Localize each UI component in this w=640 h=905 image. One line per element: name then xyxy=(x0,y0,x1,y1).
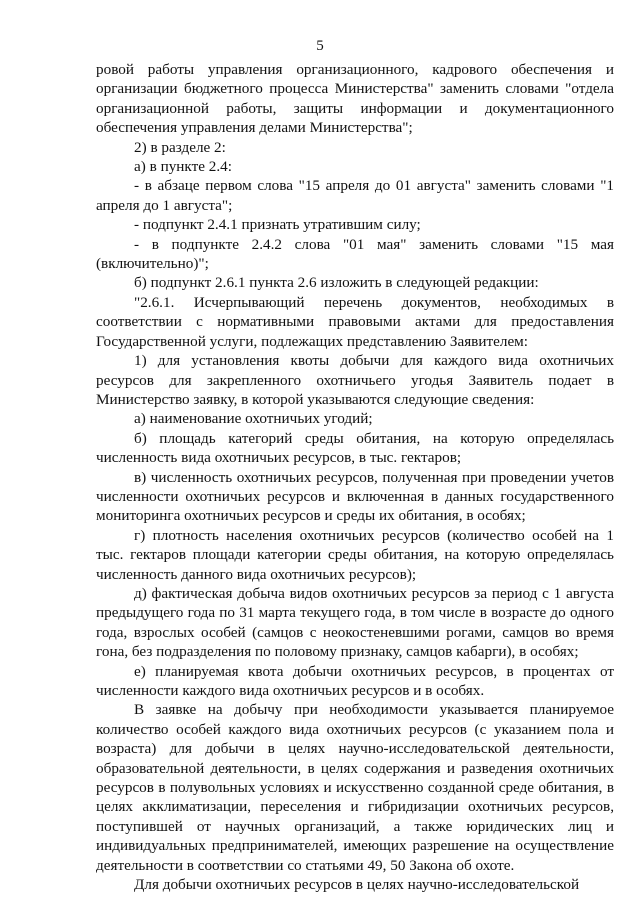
paragraph: а) наименование охотничьих угодий; xyxy=(134,410,373,428)
paragraph: в) численность охотничьих ресурсов, полученная при проведении учетов численности охотничьих ресурсов и включенная в данных государственного мониторинга охотничьих ресурсов и среды их обитания, в особях; xyxy=(96,468,614,525)
paragraph: а) в пункте 2.4: xyxy=(134,158,232,176)
paragraph: Для добычи охотничьих ресурсов в целях научно-исследовательской xyxy=(134,876,580,894)
paragraph: - подпункт 2.4.1 признать утратившим силу; xyxy=(134,216,421,234)
page-number: 5 xyxy=(316,38,324,54)
paragraph: ровой работы управления организационного, кадрового обеспечения и организации бюджетного процесса Министерства" заменить словами "отдела организационной работы, защиты информации и документационного обеспечения управления делами Министерства"; xyxy=(96,61,614,137)
paragraph: б) подпункт 2.6.1 пункта 2.6 изложить в следующей редакции: xyxy=(134,274,539,292)
document-body xyxy=(96,60,614,894)
paragraph: б) площадь категорий среды обитания, на которую определялась численность вида охотничьих ресурсов, в тыс. гектаров; xyxy=(96,429,614,467)
paragraph: д) фактическая добыча видов охотничьих ресурсов за период с 1 августа предыдущего года по 31 марта текущего года, в том числе в возрасте до одного года, взрослых особей (самцов с неокостеневшими рогами, самцов во время гона, без подразделения по половому признаку, самцов кабарги), в особях; xyxy=(96,584,614,661)
paragraph: - в абзаце первом слова "15 апреля до 01 августа" заменить словами "1 апреля до 1 августа"; xyxy=(96,177,614,214)
paragraph: - в подпункте 2.4.2 слова "01 мая" заменить словами "15 мая (включительно)"; xyxy=(96,235,614,273)
paragraph: г) плотность населения охотничьих ресурсов (количество особей на 1 тыс. гектаров площади категории среды обитания, на которую определялась численность данного вида охотничьих ресурсов); xyxy=(96,526,614,583)
paragraph: е) планируемая квота добычи охотничьих ресурсов, в процентах от численности каждого вида охотничьих ресурсов и в особях. xyxy=(96,662,614,699)
paragraph: В заявке на добычу при необходимости указывается планируемое количество особей каждого вида охотничьих ресурсов (с указанием пола и возраста) для добычи в целях научно-исследовательской деятельности, образовательной деятельности, в целях содержания и разведения охотничьих ресурсов в полувольных условиях и искусственно созданной среде обитания, в целях акклиматизации, переселения и гибридизации охотничьих ресурсов, поступившей от научных организаций, а также юридических лиц и индивидуальных предпринимателей, имеющих разрешение на осуществление деятельности в соответствии со статьями 49, 50 Закона об охоте. xyxy=(96,701,614,874)
paragraph: 1) для установления квоты добычи для каждого вида охотничьих ресурсов для закрепленного охотничьего угодья Заявитель подает в Министерство заявку, в которой указываются следующие сведения: xyxy=(96,352,614,408)
paragraph: "2.6.1. Исчерпывающий перечень документов, необходимых в соответствии с нормативными правовыми актами для предоставления Государственной услуги, подлежащих представлению Заявителем: xyxy=(96,293,614,350)
paragraph: 2) в разделе 2: xyxy=(134,138,226,156)
